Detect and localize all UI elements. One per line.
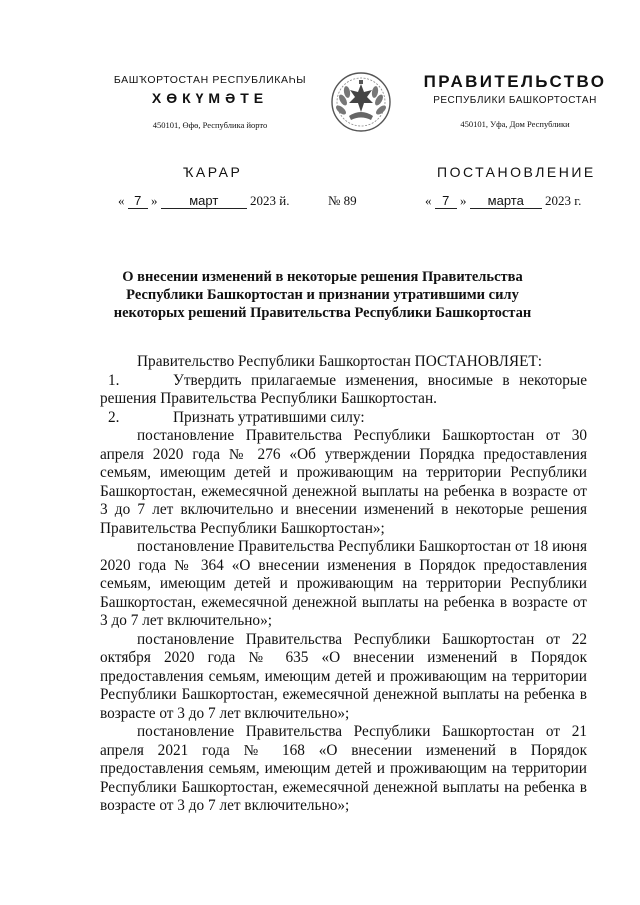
body-paragraph: постановление Правительства Республики Башкортостан от 22 октября 2020 года № 635 «О внесении изменений в Порядок предоставления семьям, имеющим детей и проживающим на территории Республики Башкортостан, ежемесячной денежной выплаты на ребенка в возрасте от 3 до 7 лет включительно»;: [100, 630, 587, 722]
body-item-2: [100, 409, 587, 428]
doc-type-russian: ПОСТАНОВЛЕНИЕ: [437, 164, 596, 180]
date-month: марта: [470, 193, 542, 209]
item-text: Утвердить прилагаемые изменения, вносимые в некоторые решения Правительства Республики Башкортостан.: [100, 371, 587, 407]
item-number: 1.: [108, 371, 120, 389]
document-number: № 89: [328, 193, 357, 208]
date-quote-open: «: [118, 193, 125, 208]
date-quote-close: »: [460, 193, 467, 208]
date-year: 2023 г.: [545, 193, 582, 208]
date-russian: [425, 193, 581, 209]
document-title: О внесении изменений в некоторые решения Правительства Республики Башкортостан и признании утратившими силу некоторых решений Правительства Республики Башкортостан: [113, 269, 532, 321]
header-ru-government: ПРАВИТЕЛЬСТВО: [423, 72, 607, 91]
date-day: 7: [435, 193, 457, 209]
body-paragraph: постановление Правительства Республики Башкортостан от 21 апреля 2021 года № 168 «О внесении изменений в Порядок предоставления семьям, имеющим детей и проживающим на территории Республики Башкортостан, ежемесячной денежной выплаты на ребенка в возрасте от 3 до 7 лет включительно»;: [100, 723, 587, 814]
header-ba-government: ХӨКҮМӘТЕ: [151, 90, 269, 106]
date-month: март: [161, 193, 247, 209]
item-number: 2.: [108, 408, 120, 426]
date-day: 7: [128, 193, 148, 209]
body-paragraph: постановление Правительства Республики Башкортостан от 30 апреля 2020 года № 276 «Об утверждении Порядка предоставления семьям, имеющим детей и проживающим на территории Республики Башкортостан, ежемесячной денежной выплаты на ребенка в возрасте от 3 до 7 лет включительно и внесении изменений в некоторые решения Правительства Республики Башкортостан»;: [100, 427, 587, 537]
date-bashkir: [118, 193, 289, 209]
date-year: 2023 й.: [250, 193, 290, 208]
date-quote-close: »: [151, 193, 158, 208]
body-paragraph: постановление Правительства Республики Башкортостан от 18 июня 2020 года № 364 «О внесении изменения в Порядок предоставления семьям, имеющим детей и проживающим на территории Республики Башкортостан, ежемесячной денежной выплаты на ребенка в возрасте от 3 до 7 лет включительно»;: [100, 538, 587, 629]
body-item-1: [100, 372, 587, 409]
header-russian: [420, 74, 610, 129]
document-body: [100, 353, 587, 816]
body-intro: Правительство Республики Башкортостан ПОСТАНОВЛЯЕТ:: [137, 353, 543, 370]
date-quote-open: «: [425, 193, 432, 208]
header-ru-address: 450101, Уфа, Дом Республики: [460, 119, 570, 129]
header-bashkir: [100, 74, 320, 130]
header-ba-address: 450101, Өфө, Республика йорто: [152, 120, 268, 130]
item-text: Признать утратившими силу:: [173, 408, 365, 426]
header-ru-republic: РЕСПУБЛИКИ БАШКОРТОСТАН: [433, 95, 597, 106]
state-emblem-icon: [329, 70, 393, 134]
doc-type-bashkir: ҠАРАР: [183, 164, 243, 180]
header-ba-republic: БАШҠОРТОСТАН РЕСПУБЛИКАҺЫ: [113, 74, 307, 86]
